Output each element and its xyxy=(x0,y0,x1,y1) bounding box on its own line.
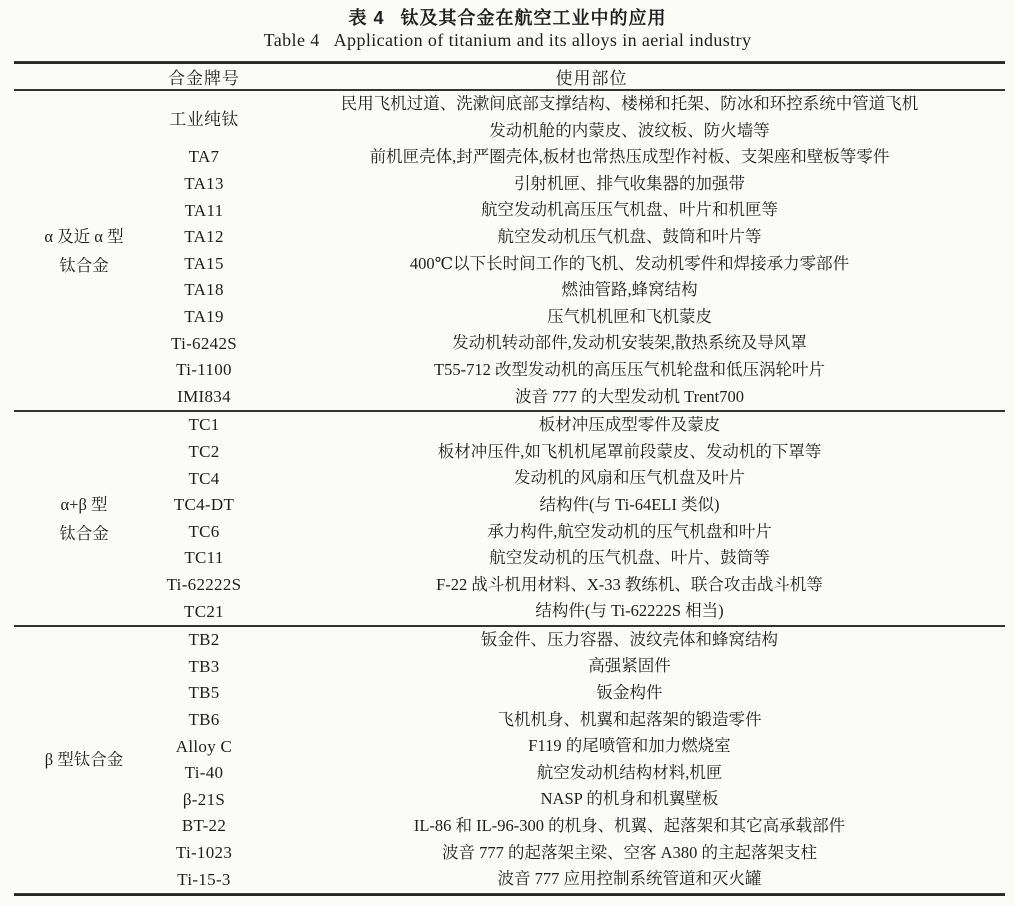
usage-part-cell xyxy=(254,251,1005,278)
usage-text-line: 波音 777 的起落架主梁、空客 A380 的主起落架支柱 xyxy=(442,842,817,862)
usage-part-cell xyxy=(254,813,1005,840)
alloy-grade-cell: Ti-6242S xyxy=(170,333,238,353)
alloy-grade-cell: IMI834 xyxy=(177,386,231,406)
usage-part-cell xyxy=(254,492,1005,519)
table-row xyxy=(154,707,1005,734)
usage-part-cell xyxy=(254,519,1005,546)
table-row xyxy=(154,412,1005,439)
usage-part-cell xyxy=(254,653,1005,680)
usage-part-cell xyxy=(254,197,1005,224)
alloy-grade-cell: Ti-40 xyxy=(184,763,224,783)
alloy-grade-cell: TC6 xyxy=(188,521,220,541)
alloy-group-label-line: 钛合金 xyxy=(59,255,109,275)
alloy-grade-cell: TB2 xyxy=(188,630,220,650)
alloy-grade-cell: Ti-1100 xyxy=(176,360,232,380)
table-row xyxy=(154,598,1005,625)
usage-text-line: 飞机机身、机翼和起落架的锻造零件 xyxy=(497,709,762,729)
section-rows xyxy=(154,91,1005,410)
table-number-cn: 表 4 xyxy=(348,8,385,28)
alloy-group-label-line: β 型钛合金 xyxy=(44,750,124,770)
table-row xyxy=(154,840,1005,867)
table-title-cn-text: 钛及其合金在航空工业中的应用 xyxy=(400,8,667,28)
header-alloy-grade: 合金牌号 xyxy=(168,69,240,88)
alloy-grade-cell: TC1 xyxy=(188,415,220,435)
usage-part-cell xyxy=(254,330,1005,357)
usage-part-cell xyxy=(254,439,1005,466)
usage-text-line: 航空发动机结构材料,机匣 xyxy=(536,762,723,782)
alloy-grade-cell: TA7 xyxy=(188,147,220,167)
usage-part-cell xyxy=(254,357,1005,384)
table-title-en-text: Application of titanium and its alloys in aerial industry xyxy=(333,30,752,50)
usage-text-line: 压气机机匣和飞机蒙皮 xyxy=(547,306,712,326)
alloy-grade-cell: TC11 xyxy=(184,548,224,568)
table-title-en xyxy=(0,30,1015,51)
usage-text-line: 民用飞机过道、洗漱间底部支撑结构、楼梯和托架、防冰和环控系统中管道飞机 xyxy=(340,94,919,113)
table-row xyxy=(154,866,1005,893)
alloy-grade-cell: TB5 xyxy=(188,683,220,703)
table-row xyxy=(154,357,1005,384)
alloy-grade-cell: β-21S xyxy=(182,789,226,809)
alloy-grade-cell: TA19 xyxy=(184,307,224,327)
table-row xyxy=(154,91,1005,144)
usage-part-cell xyxy=(254,412,1005,439)
alloy-grade-cell: 工业纯钛 xyxy=(169,110,239,130)
alloy-grade-cell: TA15 xyxy=(184,253,224,273)
usage-part-cell xyxy=(254,627,1005,654)
alloy-group-label xyxy=(14,91,154,410)
table-body xyxy=(14,91,1005,893)
header-usage-part: 使用部位 xyxy=(555,69,628,88)
table-row xyxy=(154,144,1005,171)
alloy-grade-cell: Ti-1023 xyxy=(175,842,233,862)
usage-text-line: 燃油管路,蜂窝结构 xyxy=(561,280,698,300)
table-section xyxy=(14,91,1005,410)
usage-text-line: 发动机舱的内蒙皮、波纹板、防火墙等 xyxy=(489,120,770,140)
table-title-cn xyxy=(0,4,1015,30)
usage-part-cell xyxy=(254,866,1005,893)
table-row xyxy=(154,680,1005,707)
alloy-grade-cell: TC21 xyxy=(184,601,224,621)
usage-text-line: 前机匣壳体,封严圈壳体,板材也常热压成型作衬板、支架座和壁板等零件 xyxy=(369,147,890,167)
alloy-grade-cell: Ti-62222S xyxy=(166,574,242,594)
usage-text-line: 高强紧固件 xyxy=(588,656,671,676)
usage-part-cell xyxy=(254,680,1005,707)
usage-text-line: 结构件(与 Ti-62222S 相当) xyxy=(535,601,724,621)
table-row xyxy=(154,572,1005,599)
usage-part-cell xyxy=(254,572,1005,599)
alloy-grade-cell: Ti-15-3 xyxy=(177,869,231,889)
usage-part-cell xyxy=(254,465,1005,492)
usage-part-cell xyxy=(254,384,1005,411)
table-row xyxy=(154,197,1005,224)
usage-part-cell xyxy=(254,144,1005,171)
usage-text-line: 航空发动机的压气机盘、叶片、鼓筒等 xyxy=(489,548,770,568)
alloy-grade-cell: TA18 xyxy=(184,280,224,300)
usage-part-cell xyxy=(254,760,1005,787)
usage-text-line: F-22 战斗机用材料、X-33 教练机、联合攻击战斗机等 xyxy=(436,574,823,594)
alloy-group-label-line: α 及近 α 型 xyxy=(44,226,124,246)
alloy-grade-cell: TB6 xyxy=(188,709,220,729)
usage-text-line: 波音 777 的大型发动机 Trent700 xyxy=(514,386,745,406)
alloy-grade-cell: Alloy C xyxy=(175,736,233,756)
alloy-group-label-line: α+β 型 xyxy=(60,494,108,514)
usage-text-line: 发动机的风扇和压气机盘及叶片 xyxy=(514,468,745,488)
table-section xyxy=(14,412,1005,625)
table-row xyxy=(154,519,1005,546)
alloy-grade-cell: TC4-DT xyxy=(173,495,235,515)
usage-part-cell xyxy=(254,304,1005,331)
usage-part-cell xyxy=(254,171,1005,198)
alloy-grade-cell: TB3 xyxy=(188,656,220,676)
table-section xyxy=(14,627,1005,893)
usage-part-cell xyxy=(254,786,1005,813)
usage-part-cell xyxy=(254,733,1005,760)
usage-text-line: 发动机转动部件,发动机安装架,散热系统及导风罩 xyxy=(452,333,807,353)
usage-part-cell xyxy=(254,840,1005,867)
alloy-grade-cell: TA12 xyxy=(184,227,224,247)
usage-text-line: F119 的尾喷管和加力燃烧室 xyxy=(528,736,731,756)
table-row xyxy=(154,251,1005,278)
section-rows xyxy=(154,412,1005,625)
usage-text-line: 承力构件,航空发动机的压气机盘和叶片 xyxy=(487,521,772,541)
alloy-grade-cell: TA11 xyxy=(184,200,224,220)
alloy-grade-cell: TA13 xyxy=(184,174,224,194)
table-row xyxy=(154,277,1005,304)
titanium-alloys-table xyxy=(14,61,1005,896)
usage-text-line: 结构件(与 Ti-64ELI 类似) xyxy=(539,494,720,514)
alloy-group-label-line: 钛合金 xyxy=(59,523,109,543)
usage-text-line: 波音 777 应用控制系统管道和灭火罐 xyxy=(497,869,762,889)
table-row xyxy=(154,627,1005,654)
usage-text-line: IL-86 和 IL-96-300 的机身、机翼、起落架和其它高承载部件 xyxy=(413,816,846,836)
usage-text-line: NASP 的机身和机翼壁板 xyxy=(540,789,719,809)
usage-text-line: 板材冲压成型零件及蒙皮 xyxy=(538,415,721,435)
table-row xyxy=(154,439,1005,466)
table-row xyxy=(154,171,1005,198)
table-number-en: Table 4 xyxy=(263,30,320,50)
table-row xyxy=(154,733,1005,760)
alloy-grade-cell: TC2 xyxy=(188,442,220,462)
usage-text-line: 引射机匣、排气收集器的加强带 xyxy=(514,173,745,193)
usage-text-line: 400℃以下长时间工作的飞机、发动机零件和焊接承力零部件 xyxy=(409,253,850,273)
table-row xyxy=(154,492,1005,519)
usage-text-line: 航空发动机高压压气机盘、叶片和机匣等 xyxy=(481,200,778,220)
alloy-group-label xyxy=(14,627,154,893)
usage-part-cell xyxy=(254,545,1005,572)
table-row xyxy=(154,384,1005,411)
table-bottom-rule xyxy=(14,893,1005,896)
table-row xyxy=(154,653,1005,680)
table-row xyxy=(154,545,1005,572)
usage-part-cell xyxy=(254,224,1005,251)
table-row xyxy=(154,813,1005,840)
alloy-grade-cell: BT-22 xyxy=(181,816,227,836)
usage-part-cell xyxy=(254,598,1005,625)
usage-text-line: T55-712 改型发动机的高压压气机轮盘和低压涡轮叶片 xyxy=(434,359,825,379)
table-row xyxy=(154,330,1005,357)
table-row xyxy=(154,224,1005,251)
usage-part-cell xyxy=(254,277,1005,304)
alloy-group-label xyxy=(14,412,154,625)
table-row xyxy=(154,760,1005,787)
table-row xyxy=(154,786,1005,813)
table-row xyxy=(154,465,1005,492)
table-row xyxy=(154,304,1005,331)
section-rows xyxy=(154,627,1005,893)
alloy-grade-cell: TC4 xyxy=(188,468,220,488)
usage-text-line: 板材冲压件,如飞机机尾罩前段蒙皮、发动机的下罩等 xyxy=(437,441,822,461)
usage-part-cell xyxy=(254,91,1005,144)
usage-text-line: 钣金构件 xyxy=(596,683,663,703)
table-header-row xyxy=(14,64,1005,89)
usage-text-line: 钣金件、压力容器、波纹壳体和蜂窝结构 xyxy=(481,629,778,649)
usage-part-cell xyxy=(254,707,1005,734)
usage-text-line: 航空发动机压气机盘、鼓筒和叶片等 xyxy=(497,226,762,246)
